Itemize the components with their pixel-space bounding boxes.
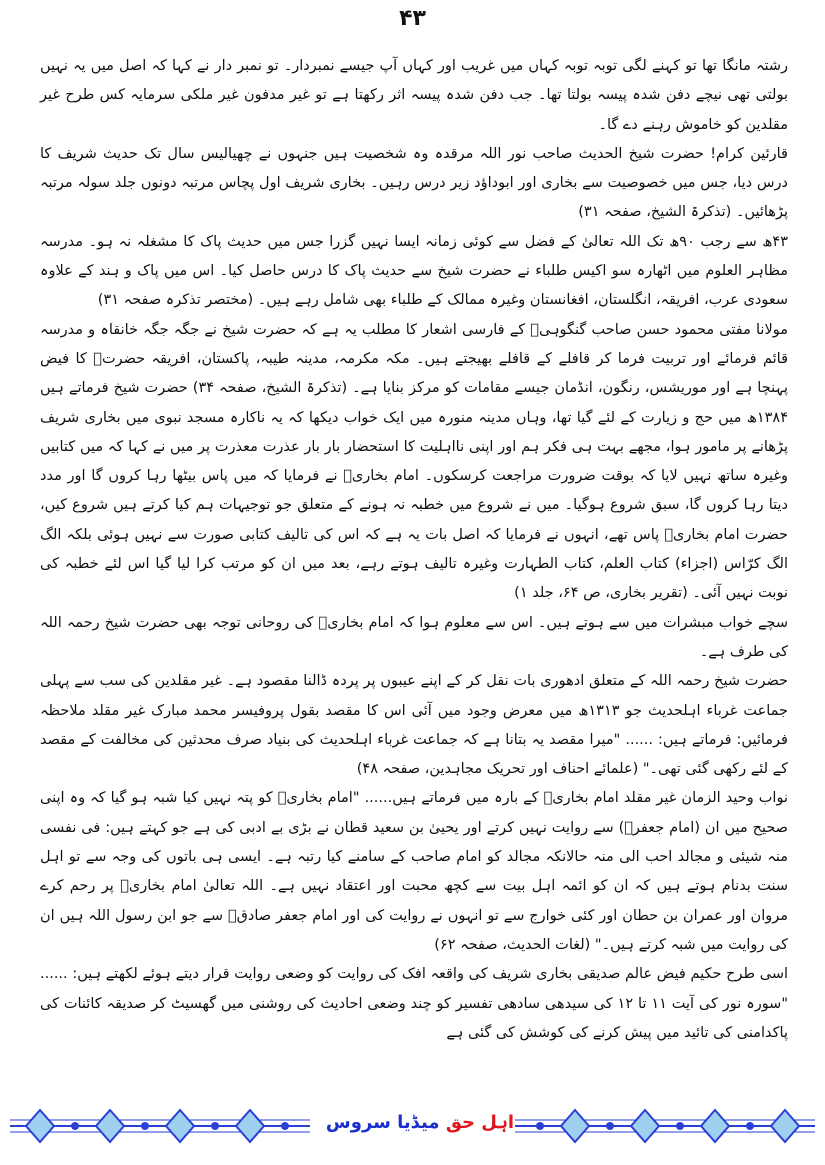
footer-banner (10, 1106, 815, 1146)
paragraph-1: رشتہ مانگا تھا تو کہنے لگی توبہ توبہ کہاں میں غریب اور کہاں آپ جیسے نمبردار۔ تو نمبر دار نے کہا کہ اصل میں یہ نہیں بولتی تھی نیچے دفن شدہ پیسہ بولتا تھا۔ جب دفن شدہ پیسہ اثر رکھتا ہے تو غیر مدفون غیر ملکی سرمایہ کس طرح غیر مقلدین کو خاموش رہنے دے گا۔ (40, 58, 788, 133)
paragraph-4: مولانا مفتی محمود حسن صاحب گنگوہیؒ کے فارسی اشعار کا مطلب یہ ہے کہ حضرت شیخ نے جگہ جگہ خانقاہ و مدرسہ قائم فرمائے اور تربیت فرما کر قافلے کے قافلے بھیجتے ہیں۔ مکہ مکرمہ، مدینہ طیبہ، پاکستان، افریقہ حضرتؒ کا فیض پہنچا ہے اور موریشس، رنگون، انڈمان جیسے مقامات کو مرکز بنایا ہے۔ (تذکرۃ الشیخ، صفحہ ۳۴) حضرت شیخ فرماتے ہیں ۱۳۸۴ھ میں حج و زیارت کے لئے گیا تھا، وہاں مدینہ منورہ میں ایک خواب دیکھا کہ یہ ناکارہ مسجد نبوی میں بخاری شریف پڑھانے پر مامور ہوا، مجھے بہت ہی فکر ہم اور اپنی نااہلیت کا استحضار بار بار عذرت معذرت پر میں نے کہا کہ میں کتابیں وغیرہ ساتھ نہیں لایا کہ بوقت ضرورت مراجعت کرسکوں۔ امام بخاریؒ نے فرمایا کہ میں پاس بیٹھا رہا کروں گا اور مدد دیتا رہا کروں گا، سبق شروع ہوگیا۔ میں نے شروع میں خطبہ نہ ہونے کے متعلق جو توجیہات ہم کیا کرتے ہیں شروع کیں، حضرت امام بخاریؒ پاس تھے، انہوں نے فرمایا کہ اصل بات یہ ہے کہ اس کی تالیف کتابی صورت سے نہیں ہوئی بلکہ الگ الگ کرّاس (اجزاء) کتاب العلم، کتاب الطہارت وغیرہ تالیف ہوتے رہے، بعد میں ان کو مرتب کرا لیا گیا اس لئے خطبہ کی نوبت نہیں آئی۔ (تقریر بخاری، ص ۶۴، جلد ۱) (40, 321, 788, 602)
paragraph-7: نواب وحید الزمان غیر مقلد امام بخاریؒ کے بارہ میں فرماتے ہیں...... "امام بخاریؒ کو پتہ نہیں کیا شبہ ہو گیا کہ وہ اپنی صحیح میں ان (امام جعفرؒ) سے روایت نہیں کرتے اور یحییٰ بن سعید قطان نے بڑی بے ادبی کی ہے جو کہتے ہیں: فی نفسی منہ شیئی و مجالد احب الی منہ حالانکہ مجالد کو امام صاحب کے سامنے کیا رتبہ ہے۔ ایسی ہی باتوں کی وجہ سے تو اہل سنت بدنام ہوتے ہیں کہ ان کو ائمہ اہل بیت سے کچھ محبت اور اعتقاد نہیں ہے۔ اللہ تعالیٰ امام بخاریؒ پر رحم کرے مروان اور عمران بن حطان اور کئی خوارج سے تو انہوں نے روایت کی اور امام جعفر صادقؒ سے جو ابن رسول اللہ ہیں ان کی روایت میں شبہ کرتے ہیں۔" (لغات الحدیث، صفحہ ۶۲) (40, 790, 788, 953)
footer-label (320, 1112, 520, 1133)
paragraph-3: ۴۳ھ سے رجب ۹۰ھ تک اللہ تعالیٰ کے فضل سے کوئی زمانہ ایسا نہیں گزرا جس میں حدیث پاک کا مشغلہ نہ ہو۔ مدرسہ مظاہر العلوم میں اٹھارہ سو اکیس طلباء نے حضرت شیخ سے حدیث پاک کا درس حاصل کیا۔ اس میں پاک و ہند کے علاوہ سعودی عرب، افریقہ، انگلستان، افغانستان وغیرہ ممالک کے طلباء بھی شامل رہے ہیں۔ (مختصر تذکرہ صفحہ ۳۱) (40, 233, 788, 309)
ornament-right (515, 1110, 815, 1142)
page-number: ۴۳ (399, 6, 426, 31)
paragraph-5: سچے خواب مبشرات میں سے ہوتے ہیں۔ اس سے معلوم ہوا کہ امام بخاریؒ کی روحانی توجہ بھی حضرت شیخ رحمہ اللہ کی طرف ہے۔ (40, 614, 788, 660)
paragraph-8: اسی طرح حکیم فیض عالم صدیقی بخاری شریف کی واقعہ افک کی روایت کو وضعی روایت قرار دیتے ہوئے لکھتے ہیں: ...... "سورہ نور کی آیت ۱۱ تا ۱۲ کی سیدھی سادھی تفسیر کو چند وضعی احادیث کی روشنی میں گھسیٹ کر صدیقہ کائنات کی پاکدامنی کی تائید میں پیش کرنے کی کوشش کی گئی ہے (40, 966, 789, 1041)
paragraph-6: حضرت شیخ رحمہ اللہ کے متعلق ادھوری بات نقل کر کے اپنے عیبوں پر پردہ ڈالنا مقصود ہے۔ غیر مقلدین کی سب سے پہلی جماعت غرباء اہلحدیث جو ۱۳۱۳ھ میں معرض وجود میں آئی اس کا مقصد بقول پروفیسر محمد مبارک غیر مقلد ملاحظہ فرمائیں: فرماتے ہیں: ...... "میرا مقصد یہ بتانا ہے کہ جماعت غرباء اہلحدیث کی بنیاد صرف محدثین کی مخالفت کے مقصد کے لئے رکھی گئی تھی۔" (علمائے احناف اور تحریک مجاہدین، صفحہ ۴۸) (40, 673, 788, 778)
paragraph-2: قارئین کرام! حضرت شیخ الحدیث صاحب نور اللہ مرقدہ وہ شخصیت ہیں جنہوں نے چھیالیس سال تک حدیث شریف کا درس دیا، جس میں خصوصیت سے بخاری اور ابوداؤد زیر درس رہیں۔ بخاری شریف اول پچاس مرتبہ دونوں جلد سولہ مرتبہ پڑھائیں۔ (تذکرۃ الشیخ، صفحہ ۳۱) (40, 145, 788, 221)
ornament-left (10, 1110, 310, 1142)
main-text (40, 52, 788, 1048)
footer-label-rest: میڈیا سروس (325, 1112, 440, 1133)
footer-label-accent: اہل حق (445, 1112, 515, 1133)
